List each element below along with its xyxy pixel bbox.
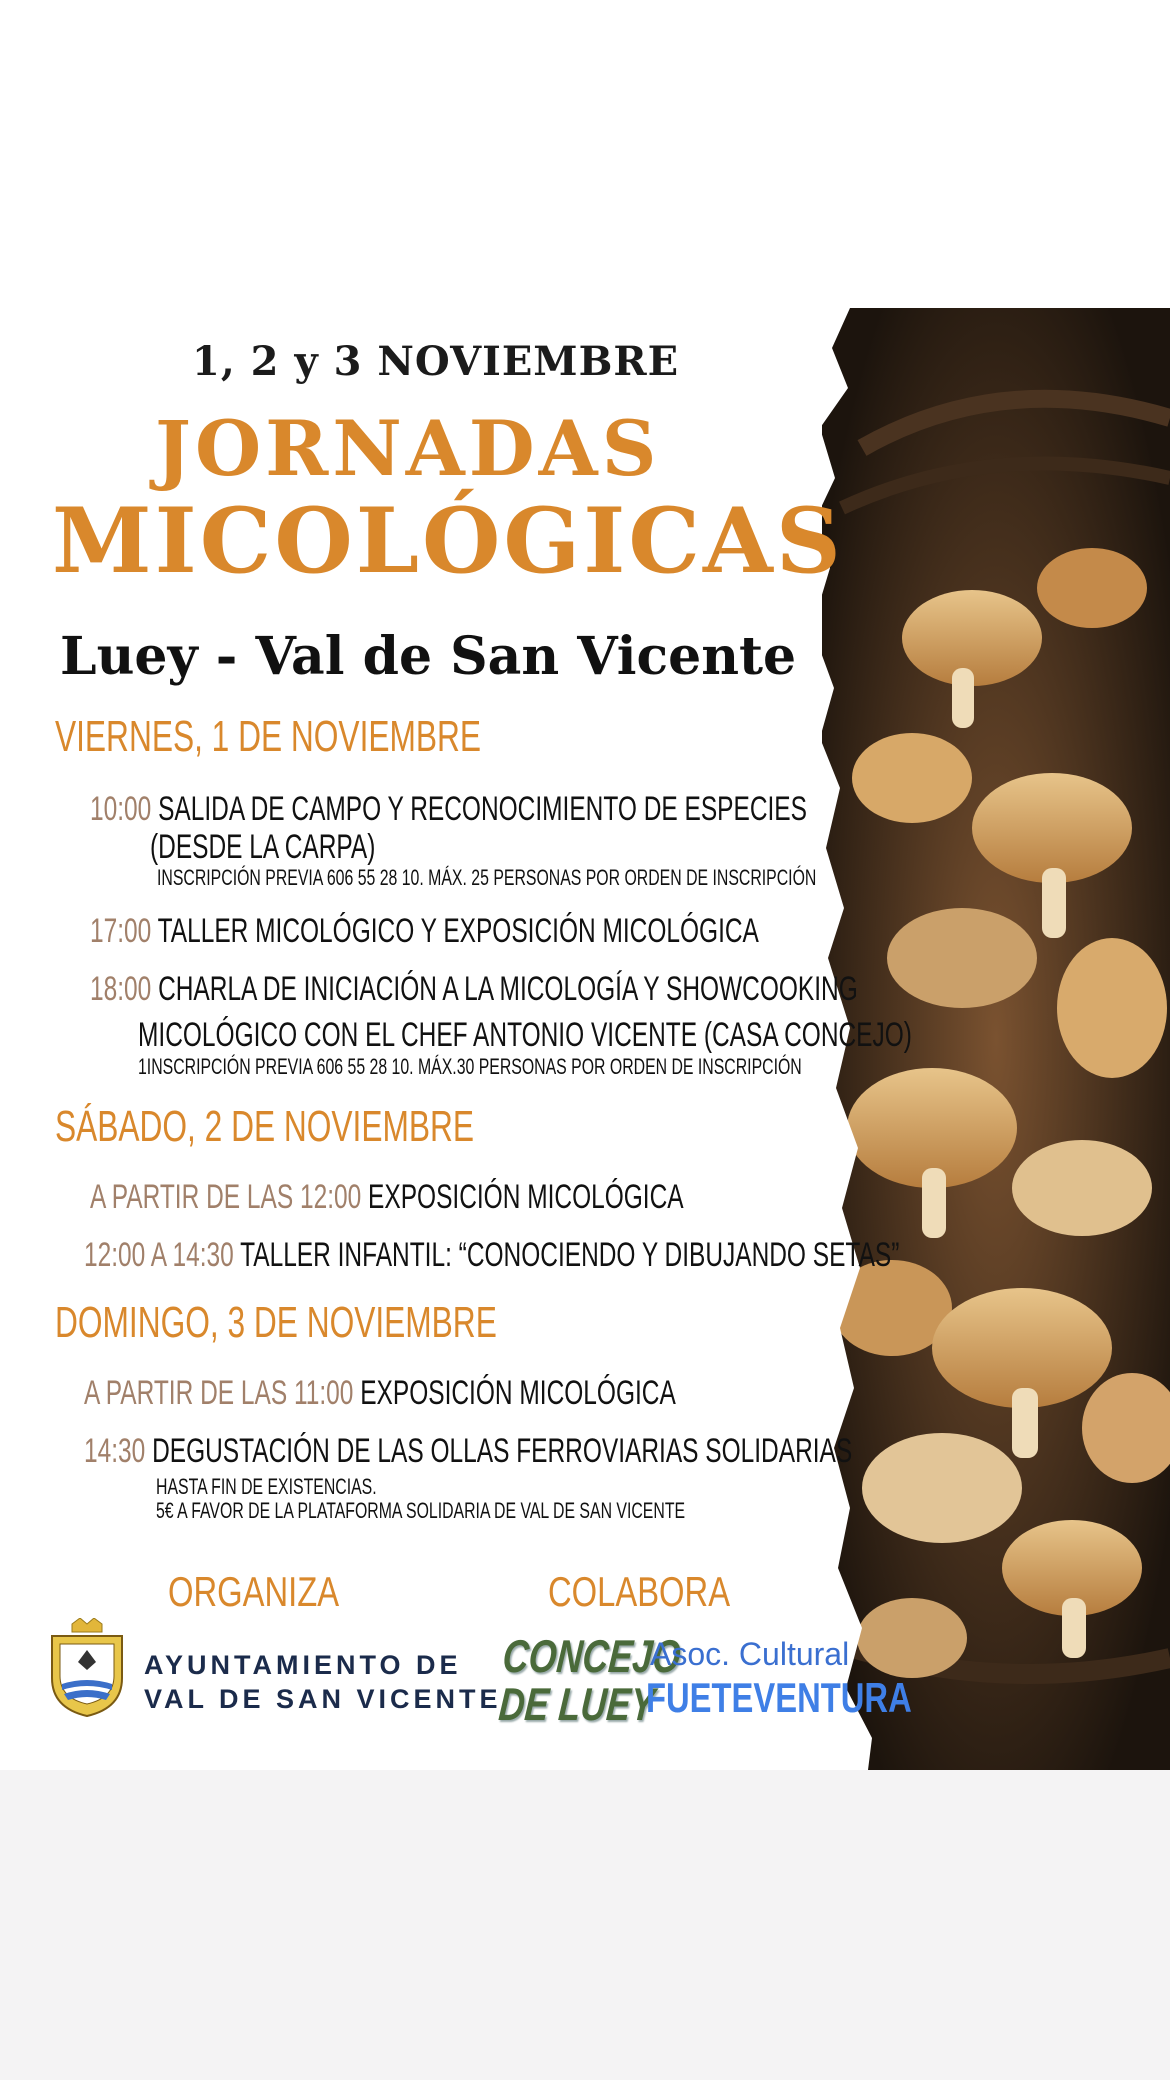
- event-time: 18:00: [90, 970, 152, 1008]
- event-poster: [0, 308, 1170, 1770]
- asoc-cultural-label: Asoc. Cultural: [650, 1636, 850, 1672]
- ayuntamiento-name: [144, 1648, 502, 1716]
- concejo-line-1: CONCEJO: [500, 1630, 683, 1682]
- event-text-continued: (DESDE LA CARPA): [150, 828, 376, 866]
- event-note: 1INSCRIPCIÓN PREVIA 606 55 28 10. MÁX.30 PERSONAS POR ORDEN DE INSCRIPCIÓN: [138, 1054, 802, 1079]
- bottom-margin: [0, 1770, 1170, 2080]
- coat-of-arms-icon: [46, 1618, 128, 1718]
- day-heading-saturday: SÁBADO, 2 DE NOVIEMBRE: [55, 1102, 474, 1151]
- event-location: Luey - Val de San Vicente: [60, 626, 797, 687]
- title-line-1: JORNADAS: [155, 404, 661, 493]
- event-row: [84, 1432, 852, 1471]
- event-note: INSCRIPCIÓN PREVIA 606 55 28 10. MÁX. 25 PERSONAS POR ORDEN DE INSCRIPCIÓN: [157, 865, 817, 890]
- event-text: DEGUSTACIÓN DE LAS OLLAS FERROVIARIAS SOLIDARIAS: [152, 1432, 853, 1470]
- ayuntamiento-line-1: AYUNTAMIENTO DE: [144, 1650, 462, 1680]
- event-text: SALIDA DE CAMPO Y RECONOCIMIENTO DE ESPECIES: [158, 790, 807, 828]
- event-time: 10:00: [90, 790, 152, 828]
- event-row: [84, 1374, 676, 1413]
- event-text: EXPOSICIÓN MICOLÓGICA: [368, 1178, 684, 1216]
- concejo-line-2: DE LUEY: [496, 1678, 657, 1730]
- colabora-label: COLABORA: [548, 1568, 731, 1615]
- event-row: [90, 970, 858, 1009]
- event-text: TALLER MICOLÓGICO Y EXPOSICIÓN MICOLÓGICA: [157, 912, 759, 950]
- event-time: 17:00: [90, 912, 152, 950]
- event-text: CHARLA DE INICIACIÓN A LA MICOLOGÍA Y SHOWCOOKING: [158, 970, 858, 1008]
- event-time: 12:00 A 14:30: [84, 1236, 234, 1274]
- organiza-label: ORGANIZA: [168, 1568, 340, 1615]
- event-row: [90, 790, 807, 829]
- title-line-2: MICOLÓGICAS: [52, 488, 844, 594]
- event-text: TALLER INFANTIL: “CONOCIENDO Y DIBUJANDO SETAS”: [240, 1236, 900, 1274]
- event-text-continued: MICOLÓGICO CON EL CHEF ANTONIO VICENTE (CASA CONCEJO): [138, 1016, 912, 1054]
- event-row: [90, 1178, 684, 1217]
- event-note: HASTA FIN DE EXISTENCIAS.: [156, 1474, 377, 1499]
- ayuntamiento-line-2: VAL DE SAN VICENTE: [144, 1684, 502, 1714]
- day-heading-sunday: DOMINGO, 3 DE NOVIEMBRE: [55, 1298, 497, 1347]
- event-time: A PARTIR DE LAS 12:00: [90, 1178, 362, 1216]
- event-time: A PARTIR DE LAS 11:00: [84, 1374, 354, 1412]
- event-row: [90, 912, 759, 951]
- event-time: 14:30: [84, 1432, 146, 1470]
- event-note: 5€ A FAVOR DE LA PLATAFORMA SOLIDARIA DE VAL DE SAN VICENTE: [156, 1498, 686, 1523]
- event-dates: 1, 2 y 3 NOVIEMBRE: [192, 338, 680, 385]
- event-row: [84, 1236, 899, 1275]
- event-text: EXPOSICIÓN MICOLÓGICA: [360, 1374, 676, 1412]
- day-heading-friday: VIERNES, 1 DE NOVIEMBRE: [55, 712, 482, 761]
- fueteventura-label: FUETEVENTURA: [646, 1674, 912, 1721]
